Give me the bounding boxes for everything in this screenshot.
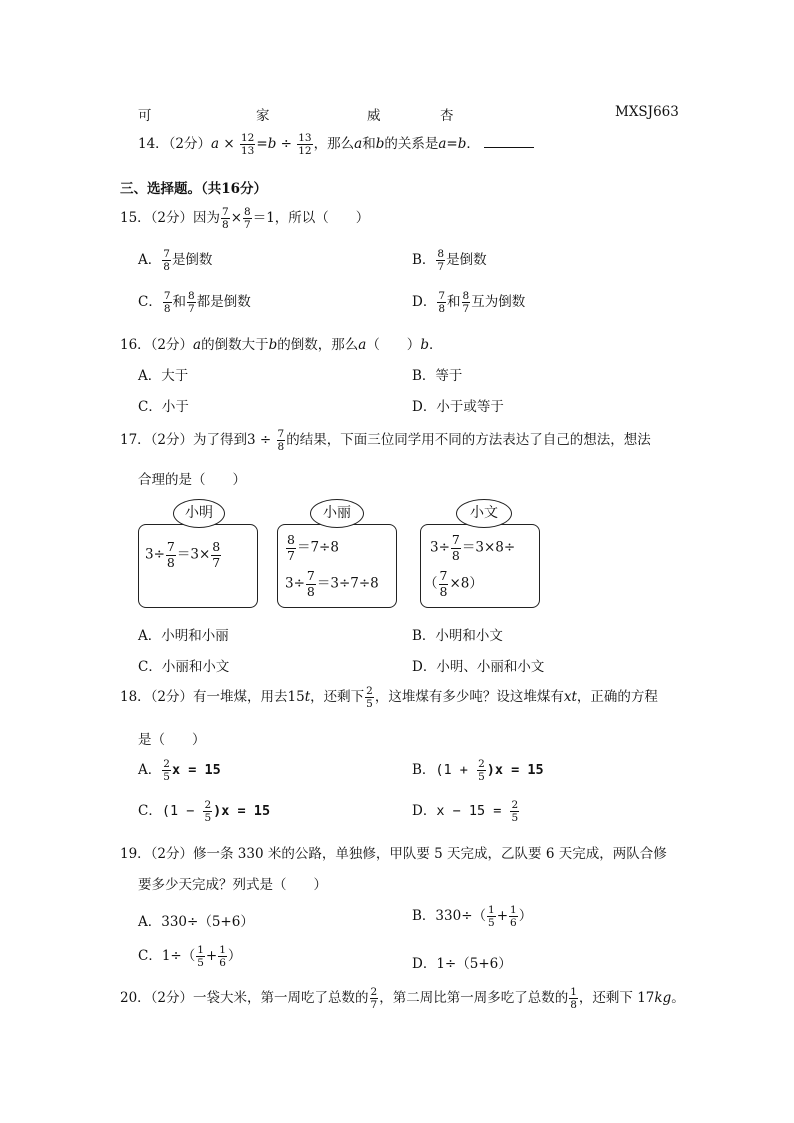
xiaowen-equation-2: （ $\frac{7}{8}$ ×8） [424, 568, 483, 599]
q18-option-b[interactable]: B．(1 + $\frac{2}{5}$ )x = 15 [412, 757, 544, 783]
q17-option-a[interactable]: A．小明和小丽 [138, 628, 229, 644]
question-18: 18．（2分）有一堆煤，用去15t，还剩下 $\frac{2}{5}$ ，这堆煤有多少吨？设这堆煤有xt，正确的方程 [120, 684, 658, 710]
q18-option-a[interactable]: A． $\frac{2}{5}$ x = 15 [138, 757, 221, 783]
question-20: 20．（2分）一袋大米，第一周吃了总数的 $\frac{2}{7}$ ，第二周比第一周多吃了总数的 $\frac{1}{8}$ ，还剩下 17kg。 [120, 985, 685, 1011]
q16-option-d[interactable]: D．小于或等于 [412, 399, 504, 415]
q17-option-c[interactable]: C．小丽和小文 [138, 659, 230, 675]
xiaowen-equation-1: 3÷ $\frac{7}{8}$ ＝3×8÷ [430, 532, 516, 563]
q16-option-a[interactable]: A．大于 [138, 368, 189, 384]
q16-option-b[interactable]: B．等于 [412, 368, 463, 384]
question-19-line2: 要多少天完成？列式是（ ） [138, 877, 327, 893]
q15-option-a[interactable]: A． $\frac{7}{8}$ 是倒数 [138, 247, 213, 273]
q19-option-a[interactable]: A．330÷（5+6） [138, 914, 254, 930]
xiaowen-bubble: 小文 [456, 499, 512, 528]
q18-option-d[interactable]: D．x − 15 = $\frac{2}{5}$ [412, 798, 519, 824]
header-code: MXSJ663 [615, 104, 679, 120]
question-19: 19．（2分）修一条 330 米的公路，单独修，甲队要 5 天完成，乙队要 6 天完成，两队合修 [120, 846, 667, 862]
question-17: 17．（2分）为了得到3 ÷ $\frac{7}{8}$ 的结果，下面三位同学用不同的方法表达了自己的想法，想法 [120, 427, 651, 453]
question-15: 15．（2分）因为 $\frac{7}{8}$ × $\frac{8}{7}$ ＝1，所以（ ） [120, 205, 370, 231]
header-char-2: 家 [256, 108, 270, 124]
header-char-4: 杏 [440, 108, 454, 124]
q16-option-c[interactable]: C．小于 [138, 399, 189, 415]
answer-blank[interactable] [484, 135, 534, 148]
xiaoli-equation-1: $\frac{8}{7}$ ＝7÷8 [287, 532, 339, 563]
header-char-3: 威 [367, 108, 381, 124]
question-14: 14．（2分）a × $\frac{12}{13}$ =b ÷ $\frac{13}{12}$ ，那么a和b的关系是a=b． [138, 132, 534, 157]
q19-option-b[interactable]: B．330÷（ $\frac{1}{5}$ + $\frac{1}{6}$ ） [412, 903, 533, 929]
section-title: 三、选择题。（共16分） [120, 181, 268, 197]
xiaoli-bubble: 小丽 [310, 499, 364, 528]
question-18-line2: 是（ ） [138, 732, 206, 748]
xiaoming-equation: 3÷ $\frac{7}{8}$ ＝3× $\frac{8}{7}$ [145, 539, 221, 570]
question-17-line2: 合理的是（ ） [138, 472, 246, 488]
xiaoli-equation-2: 3÷ $\frac{7}{8}$ ＝3÷7÷8 [285, 568, 379, 599]
question-16: 16．（2分）a的倒数大于b的倒数，那么a（ ）b． [120, 337, 443, 353]
q19-option-d[interactable]: D．1÷（5+6） [412, 956, 512, 972]
q19-option-c[interactable]: C．1÷（ $\frac{1}{5}$ + $\frac{1}{6}$ ） [138, 943, 242, 969]
header-char-1: 可 [138, 108, 152, 124]
q15-option-d[interactable]: D． $\frac{7}{8}$ 和 $\frac{8}{7}$ 互为倒数 [412, 289, 526, 315]
q17-option-d[interactable]: D．小明、小丽和小文 [412, 659, 545, 675]
q15-option-b[interactable]: B． $\frac{8}{7}$ 是倒数 [412, 247, 487, 273]
q17-option-b[interactable]: B．小明和小文 [412, 628, 503, 644]
q15-option-c[interactable]: C． $\frac{7}{8}$ 和 $\frac{8}{7}$ 都是倒数 [138, 289, 251, 315]
xiaoming-bubble: 小明 [173, 499, 225, 528]
q18-option-c[interactable]: C．(1 − $\frac{2}{5}$ )x = 15 [138, 798, 271, 824]
